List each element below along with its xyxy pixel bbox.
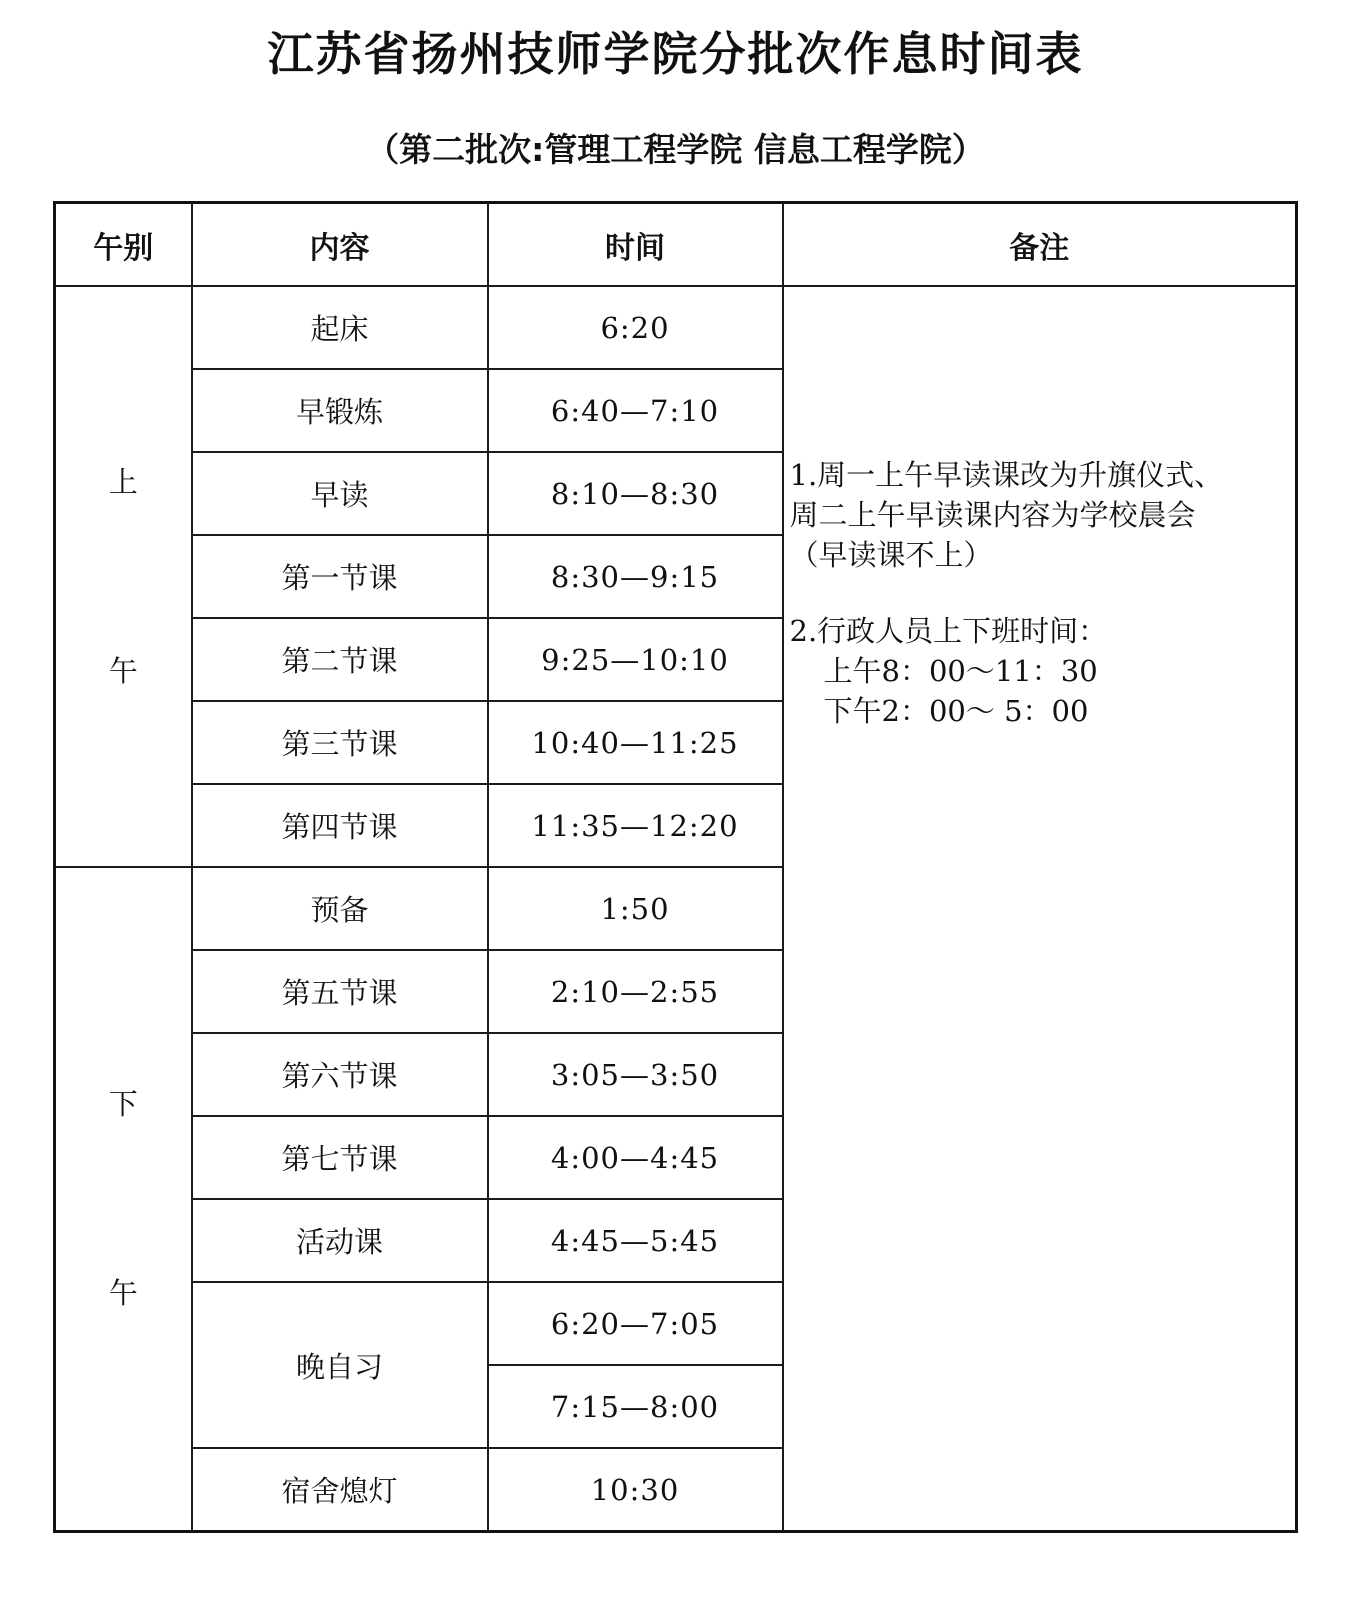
content-cell: 起床 xyxy=(192,286,488,369)
time-cell: 6:20—7:05 xyxy=(488,1282,783,1365)
note-line: 上午8：00～11：30 xyxy=(823,654,1098,688)
header-notes: 备注 xyxy=(783,203,1297,287)
content-cell: 第四节课 xyxy=(192,784,488,867)
note-line: （早读课不上） xyxy=(789,538,993,572)
header-period: 午别 xyxy=(55,203,192,287)
content-cell: 第一节课 xyxy=(192,535,488,618)
content-cell: 预备 xyxy=(192,867,488,950)
time-cell: 10:30 xyxy=(488,1448,783,1532)
document-subtitle: （第二批次:管理工程学院 信息工程学院） xyxy=(366,130,985,169)
content-cell: 第七节课 xyxy=(192,1116,488,1199)
notes-cell xyxy=(783,286,1297,1532)
content-cell: 晚自习 xyxy=(192,1282,488,1448)
header-time: 时间 xyxy=(488,203,783,287)
header-content: 内容 xyxy=(192,203,488,287)
time-cell: 4:45—5:45 xyxy=(488,1199,783,1282)
time-cell: 6:20 xyxy=(488,286,783,369)
note-line: 2.行政人员上下班时间： xyxy=(789,614,1108,648)
period-afternoon-char-1: 下 xyxy=(108,1087,138,1121)
period-morning-char-1: 上 xyxy=(108,464,138,499)
time-cell: 8:10—8:30 xyxy=(488,452,783,535)
document-title: 江苏省扬州技师学院分批次作息时间表 xyxy=(267,27,1084,81)
period-afternoon xyxy=(55,867,192,1532)
content-cell: 活动课 xyxy=(192,1199,488,1282)
schedule-table xyxy=(53,201,1298,1533)
content-cell: 第三节课 xyxy=(192,701,488,784)
note-line: 下午2：00～ 5：00 xyxy=(823,694,1089,728)
period-morning xyxy=(55,286,192,867)
time-cell: 4:00—4:45 xyxy=(488,1116,783,1199)
content-cell: 第五节课 xyxy=(192,950,488,1033)
period-morning-char-2: 午 xyxy=(108,653,138,688)
time-cell: 9:25—10:10 xyxy=(488,618,783,701)
period-afternoon-char-2: 午 xyxy=(108,1276,138,1310)
time-cell: 6:40—7:10 xyxy=(488,369,783,452)
table-row xyxy=(55,286,1297,369)
header-row xyxy=(55,203,1297,287)
content-cell: 第六节课 xyxy=(192,1033,488,1116)
time-cell: 10:40—11:25 xyxy=(488,701,783,784)
time-cell: 2:10—2:55 xyxy=(488,950,783,1033)
time-cell: 8:30—9:15 xyxy=(488,535,783,618)
time-cell: 1:50 xyxy=(488,867,783,950)
time-cell: 11:35—12:20 xyxy=(488,784,783,867)
content-cell: 宿舍熄灯 xyxy=(192,1448,488,1532)
content-cell: 早锻炼 xyxy=(192,369,488,452)
note-line: 1.周一上午早读课改为升旗仪式、 xyxy=(789,458,1224,492)
time-cell: 7:15—8:00 xyxy=(488,1365,783,1448)
note-line: 周二上午早读课内容为学校晨会 xyxy=(789,498,1196,532)
content-cell: 第二节课 xyxy=(192,618,488,701)
time-cell: 3:05—3:50 xyxy=(488,1033,783,1116)
content-cell: 早读 xyxy=(192,452,488,535)
